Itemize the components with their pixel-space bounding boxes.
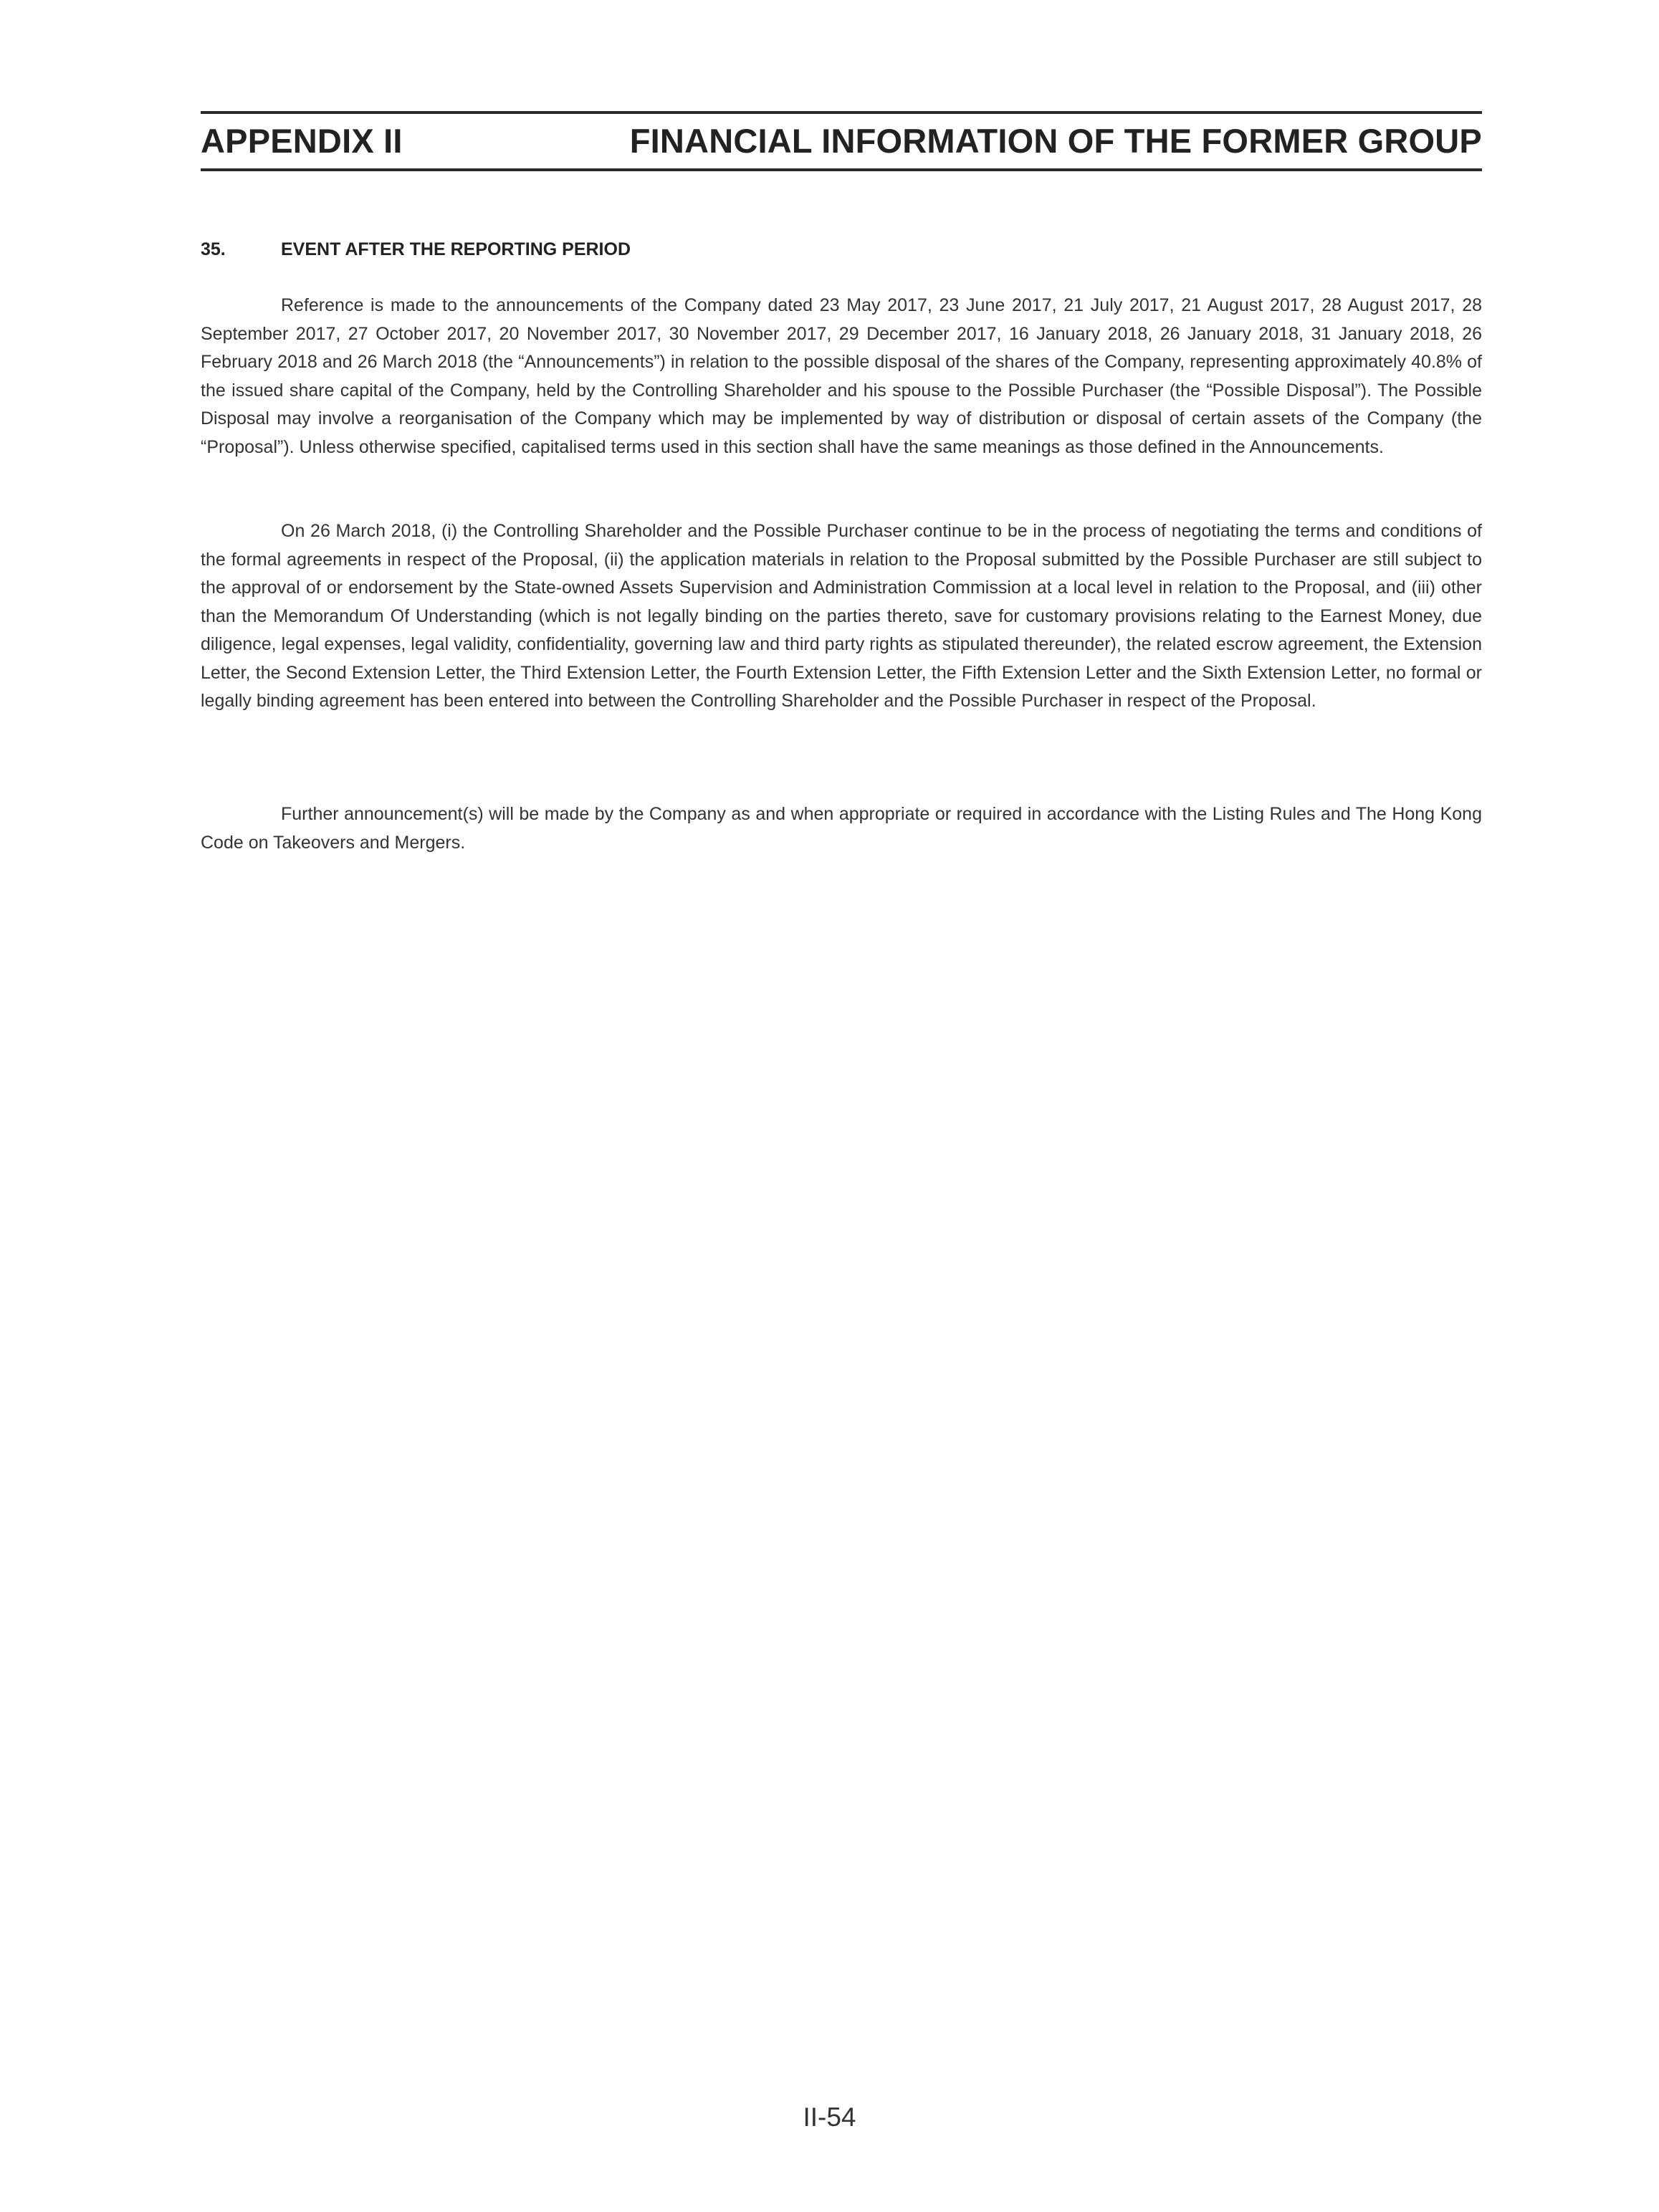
appendix-title: FINANCIAL INFORMATION OF THE FORMER GROUP bbox=[629, 122, 1482, 160]
body-paragraph-2: On 26 March 2018, (i) the Controlling Shareholder and the Possible Purchaser continue to be in the process of negotiating the terms and conditions of the formal agreements in respect of the Proposal, (ii) the application materials in relation to the Proposal submitted by the Possible Purchaser are still subject to the approval of or endorsement by the State-owned Assets Supervision and Administration Commission at a local level in relation to the Proposal, and (iii) other than the Memorandum Of Understanding (which is not legally binding on the parties thereto, save for customary provisions relating to the Earnest Money, due diligence, legal expenses, legal validity, confidentiality, governing law and third party rights as stipulated thereunder), the related escrow agreement, the Extension Letter, the Second Extension Letter, the Third Extension Letter, the Fourth Extension Letter, the Fifth Extension Letter and the Sixth Extension Letter, no formal or legally binding agreement has been entered into between the Controlling Shareholder and the Possible Purchaser in respect of the Proposal. bbox=[201, 521, 1482, 711]
section-number: 35. bbox=[201, 239, 226, 259]
section-heading bbox=[201, 239, 1482, 260]
appendix-label: APPENDIX II bbox=[201, 122, 403, 160]
page-number: II-54 bbox=[803, 2102, 856, 2132]
body-paragraph-1: Reference is made to the announcements of the Company dated 23 May 2017, 23 June 2017, 21 July 2017, 21 August 2017, 28 August 2017, 28 September 2017, 27 October 2017, 20 November 2017, 30 November 2017, 29 December 2017, 16 January 2018, 26 January 2018, 31 January 2018, 26 February 2018 and 26 March 2018 (the “Announcements”) in relation to the possible disposal of the shares of the Company, representing approximately 40.8% of the issued share capital of the Company, held by the Controlling Shareholder and his spouse to the Possible Purchaser (the “Possible Disposal”). The Possible Disposal may involve a reorganisation of the Company which may be implemented by way of distribution or disposal of certain assets of the Company (the “Proposal”). Unless otherwise specified, capitalised terms used in this section shall have the same meanings as those defined in the Announcements. bbox=[201, 295, 1482, 457]
body-paragraph-3: Further announcement(s) will be made by the Company as and when appropriate or required in accordance with the Listing Rules and The Hong Kong Code on Takeovers and Mergers. bbox=[201, 804, 1482, 853]
page-header bbox=[201, 111, 1482, 171]
section-title: EVENT AFTER THE REPORTING PERIOD bbox=[281, 239, 631, 259]
